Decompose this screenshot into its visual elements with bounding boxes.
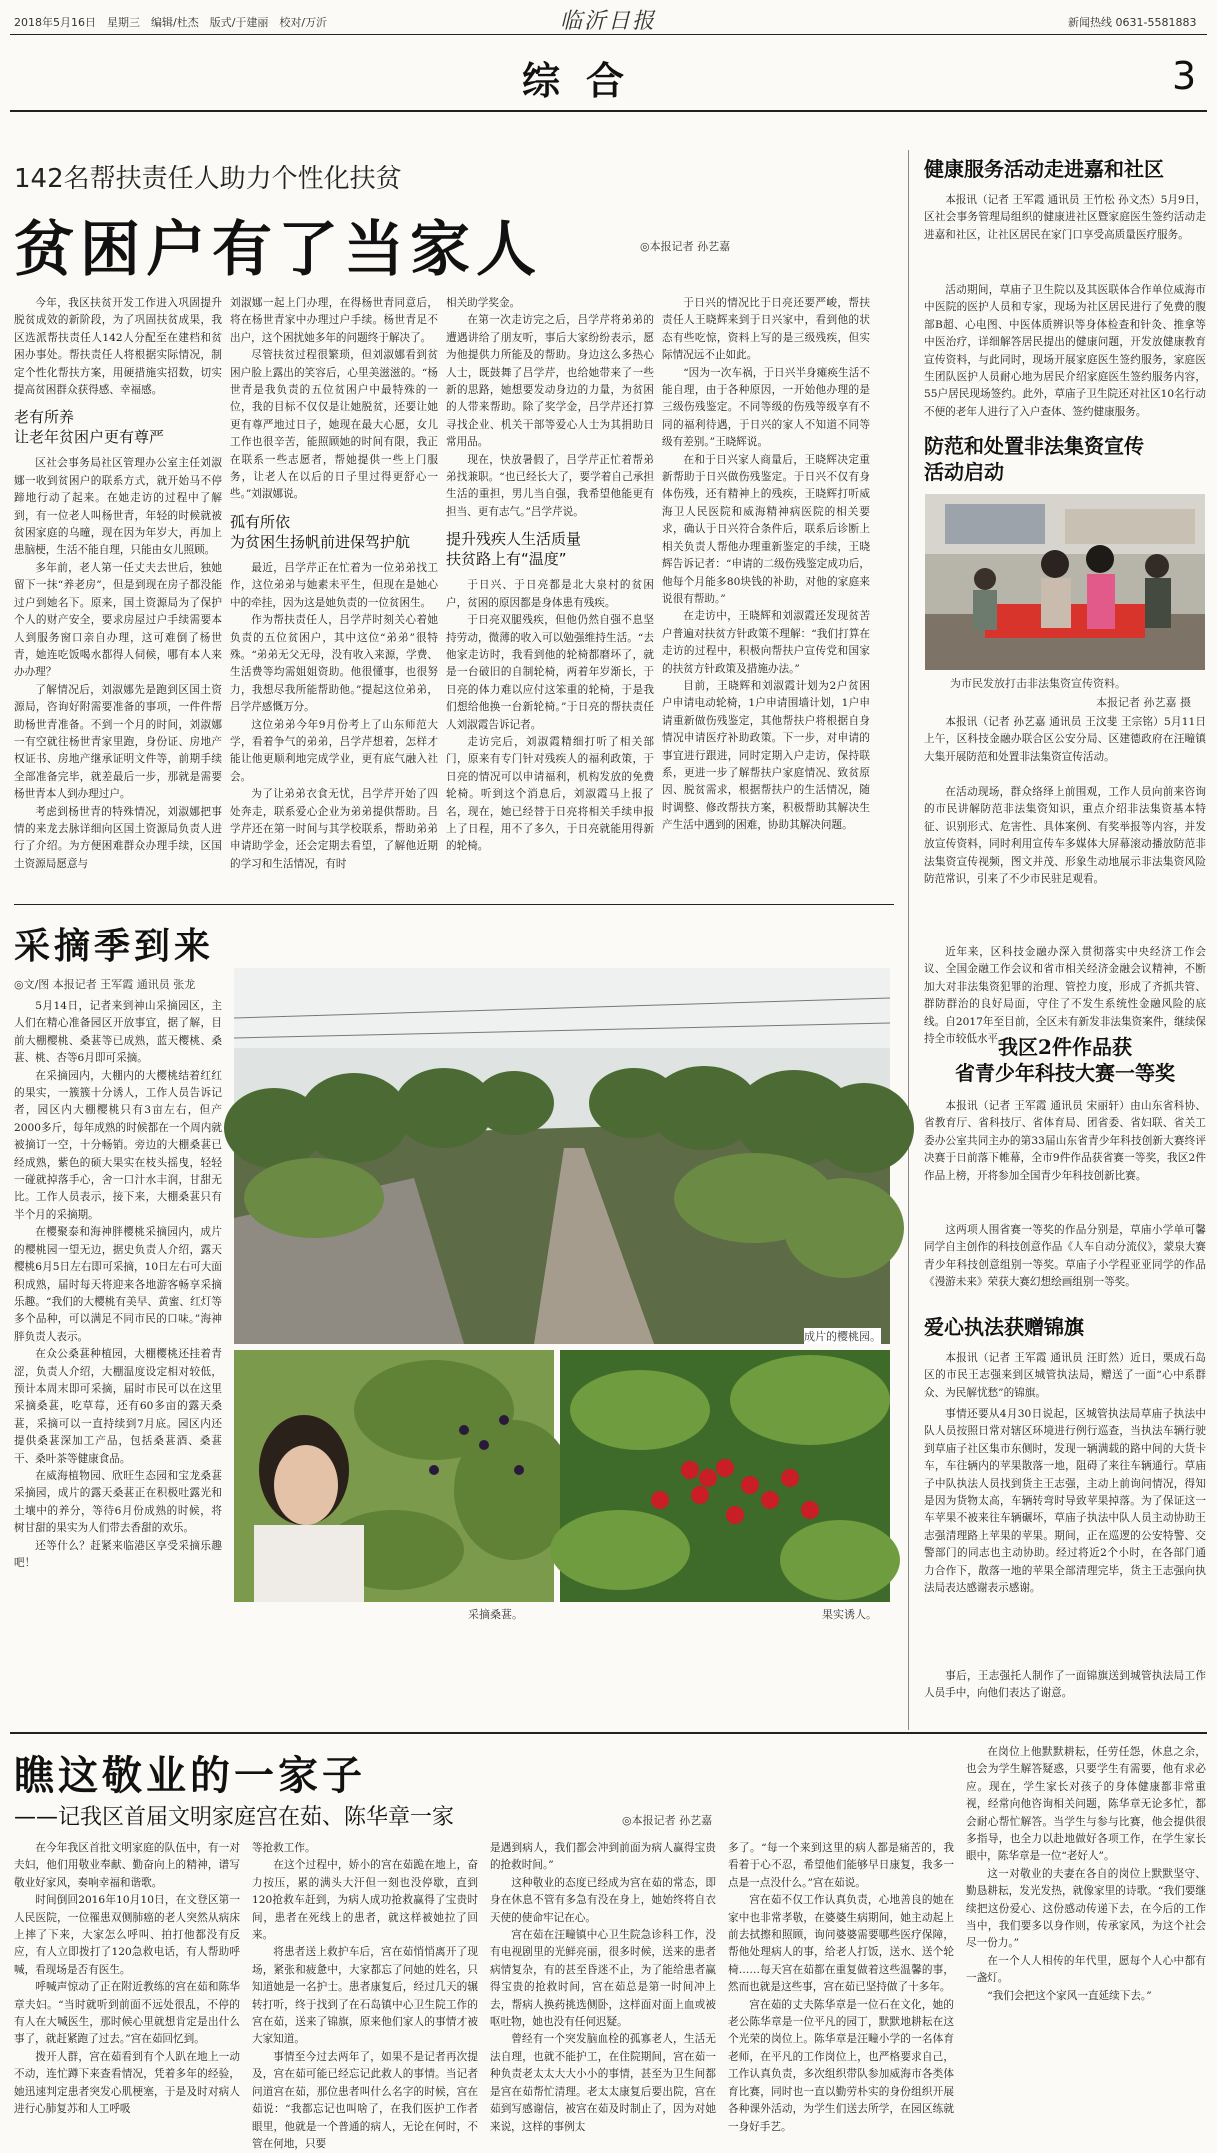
paragraph: 活动期间，草庙子卫生院以及其医联体合作单位威海市中医院的医护人员和专家，现场为社区居民进行了免费的腹部B超、心电图、中医体质辨识等身体检查和针灸、推拿等中医治疗，详细解答居民提出的健康问题，开发放健康教育宣传资料，与此同时，现场开展家庭医生签约服务，家庭医生团队医护人员耐心地为居民介绍家庭医生签约服务内容，55户居民现场签约。此外，草庙子卫生院还对社区10名行动不便的老年人进行了入户查体、签约健康服务。 (924, 284, 1206, 418)
paragraph: 事情至今过去两年了，如果不是记者再次提及，宫在茹可能已经忘记此救人的事情。当记者问道宫在茹，那位患者叫什么名字的时候，宫在茹说：“我都忘记也叫啥了，在我们医护工作者眼里，他就是一个普通的病人，无论在何时，不管在何地，只要 (252, 2050, 478, 2150)
paragraph: 宫在茹在汪疃镇中心卫生院急诊科工作，没有电视剧里的光鲜亮丽，很多时候，送来的患者病情复杂，有的甚至昏迷不止，为了能给患者赢得宝贵的抢救时间，宫在茹总是第一时间冲上去，帮病人换药挑选侧卧，这样面对面上血或被呕吐物，她也没有任何迟疑。 (490, 1929, 716, 2029)
paragraph: 宫在茹不仅工作认真负责，心地善良的她在家中也非常孝敬，在婆婆生病期间，她主动起上前去拭擦和照顾，询问婆婆需要哪些医疗保障，帮他处理病人的事，给老人打饭，送水、送个轮椅……每天宫在茹都在重复做着这些温馨的事，然而也就是这些事，宫在茹已坚持做了十多年。 (728, 1894, 954, 1994)
fraud-campaign-photo (925, 494, 1205, 670)
paragraph: 目前，王晓辉和刘淑霞计划为2户贫困户申请电动轮椅，1户申请围墙计划，1户申请重新做伤残鉴定，其他帮扶户将根据自身情况申请医疗补助政策。下一步，对申请的事宜进行跟进，同时定期入户走访，保持联系，更进一步了解帮扶户家庭情况、致贫原因、脱贫需求，根据帮扶户的生活情况，随时调整、修改帮扶方案，积极帮助其解决生产生活中遇到的困难，协助其解决问题。 (662, 679, 870, 832)
paragraph: 相关助学奖金。 (446, 297, 521, 309)
lead-byline: ◎本报记者 孙艺嘉 (640, 240, 731, 253)
page-number: 3 (1172, 54, 1197, 98)
side-story-fraud (924, 433, 1206, 485)
family-subhead: ——记我区首届文明家庭宫在茹、陈华章一家 (14, 1805, 455, 1830)
paragraph: 多了。“每一个来到这里的病人都是痛苦的，我看着于心不忍，希望他们能够早日康复，我多一点是一点没什么。”宫在茹说。 (728, 1842, 954, 1889)
lead-headline: 贫困户有了当家人 (14, 215, 542, 285)
side-story-science (924, 1034, 1206, 1328)
side-story-banner (924, 1314, 1206, 1706)
side-story-fraud-body (924, 714, 1206, 1084)
orchard-photo (234, 968, 890, 1344)
paragraph: 作为帮扶责任人，吕学芹时刻关心着她负责的五位贫困户，其中这位“弟弟”很特殊。“弟弟无父无母，没有收入来源，学费、生活费等均需姐姐资助。他很懂事，也很努力，我想尽我所能帮助他。”提起这位弟弟，吕学芹感慨万分。 (230, 614, 438, 714)
photo-caption: 成片的樱桃园。 (804, 1330, 881, 1343)
paragraph: 了解情况后，刘淑娜先是跑到区国土资源局，咨询好附需要准备的事项，一件件帮助杨世青准备。不到一个月的时间，刘淑娜一有空就往杨世青家里跑，身份证、房地产权证书、房地产继承证明文件等，前期手续全部准备完毕，就差最后一步，那就是需要杨世青本人到办理过户。 (14, 683, 222, 801)
paragraph: 是遇到病人，我们都会冲到前面为病人赢得宝贵的抢救时间。” (490, 1842, 716, 1872)
paragraph: “我们会把这个家风一直延续下去。” (987, 1989, 1152, 2002)
paragraph: 在第一次走访完之后，吕学芹将弟弟的遭遇讲给了朋友听，事后大家纷纷表示，愿为他提供力所能及的帮助。身边这么多热心人士，既鼓舞了吕学芹，也给她带来了一些新的思路，她想要发动身边的力量，为贫困的人带来帮助。除了奖学金，吕学芹还打算寻找企业、机关干部等爱心人士为其捐助日常用品。 (446, 314, 654, 449)
paragraph: 在和于日兴家人商量后，王晓辉决定重新帮助于日兴做伤残鉴定。于日兴不仅有身体伤残，还有精神上的残疾，王晓辉打听威海卫人民医院和威海精神病医院的相关要求，确认于日兴符合条件后，联系后诊断上相关负责人帮他办理重新鉴定的手续，王晓辉告诉记者：“申请的二级伤残鉴定成功后，他每个月能多80块钱的补助，对他的家庭来说很有帮助。” (662, 453, 870, 605)
lead-column-3 (446, 295, 654, 887)
lead-column-1 (14, 295, 222, 887)
paragraph: 宫在茹的丈夫陈华章是一位石在文化，她的老公陈华章是一位平凡的园丁，默默地耕耘在这个光荣的岗位上。陈华章是汪疃小学的一名体育老师，在平凡的工作岗位上，也严格要求自己，工作认真负责，多次组织带队参加威海市各类体育比赛，同时也一直以勤劳朴实的身份组织开展各种课外活动，为学生们送去所学，在园区练就一身好手艺。 (728, 1998, 954, 2133)
lead-column-4 (662, 295, 870, 887)
paragraph: 在活动现场，群众络绎上前围观，工作人员向前来咨询的市民讲解防范非法集资知识，重点介绍非法集资基本特征、识别形式、危害性、具体案例、有奖举报等内容，并发放宣传资料，同时利用宣传车多媒体大屏幕滚动播放防范非法集资宣传视频，图文并茂、形象生动地展示非法集资风险防范常识，引来了不少市民驻足观看。 (924, 786, 1206, 886)
paragraph: 于日兴、于日亮都是北大泉村的贫困户，贫困的原因都是身体患有残疾。 (446, 579, 654, 609)
paragraph: 曾经有一个突发脑血栓的孤寡老人，生活无法自理，也就不能护工，在住院期间，宫在茹一种负责老太太大大小小的事情，甚至为卫生间都是宫在茹帮忙清理。老太太康复后要出院，宫在茹到写感谢信，被宫在茹及时制止了，因为对她来说，这样的事例太 (490, 2033, 716, 2133)
paragraph: 为了让弟弟衣食无忧，吕学芹开始了四处奔走，联系爱心企业为弟弟提供帮助。吕学芹还在第一时间与其学校联系，帮助弟弟申请助学金，还会定期去看望，了解他近期的学习和生活情况，有时 (230, 788, 438, 870)
paragraph: 本报讯（记者 王军霞 通讯员 宋丽轩）由山东省科协、省教育厅、省科技厅、省体育局、团省委、省妇联、省关工委办公室共同主办的第33届山东省青少年科技创新大赛终评决赛于日前落下帷幕，全市9件作品获省赛一等奖，我区2件作品上榜，开将参加全国青少年科技创新比赛。 (924, 1100, 1206, 1182)
photo-caption: 为市民发放打击非法集资宣传资料。 (950, 677, 1126, 690)
paragraph: 走访完后，刘淑霞精细打听了相关部门，原来有专门针对残疾人的福利政策，于日亮的情况可以申请福利，机构发放的免费轮椅。听到这个消息后，刘淑霞马上报了名，现在，她已经替于日亮将相关手续申报上了日程，用不了多久，于日亮就能用得新的轮椅。 (446, 735, 654, 853)
sub-heading: 老有所养 让老年贫困户更有尊严 (14, 408, 165, 447)
lead-column-2 (230, 295, 438, 887)
paragraph: 还等什么？赶紧来临港区享受采摘乐趣吧！ (14, 1539, 222, 1569)
paragraph: 事后，王志强托人制作了一面锦旗送到城管执法局工作人员手中，向他们表达了谢意。 (924, 1670, 1206, 1700)
picking-mulberry-photo (234, 1350, 554, 1602)
paragraph: 在樱聚泰和海神胖樱桃采摘园内，成片的樱桃园一望无边，据史负责人介绍，露天樱桃6月5日左右即可采摘，10日左右可大面积成熟，届时每天将迎来各地游客畅享采摘乐趣。“我们的大樱桃有美早、黄蜜、红灯等多个品种，可以满足不同市民的口味。”海神胖负责人表示。 (14, 1226, 222, 1343)
paragraph: 这一对敬业的夫妻在各自的岗位上默默坚守、勤恳耕耘，发光发热，就像家里的诗歌。“我们要继续把这份爱心、这份感动传递下去，在今后的工作当中，我们要多以身作则，传承家风，为这个社会尽一份力。” (966, 1867, 1206, 1950)
paragraph: 最近，吕学芹正在忙着为一位弟弟找工作，这位弟弟与她素未平生，但现在是她心中的牵挂，因为这是她负责的一位贫困生。 (230, 561, 438, 609)
paragraph: 在岗位上他默默耕耘，任劳任怨，休息之余，也会为学生解答疑惑，只要学生有需要，他有求必应。现在，学生家长对孩子的身体健康都非常重视，经常向他咨询相关问题，陈华章无论多忙，都会耐心帮忙解答。当学生与参与比赛，他会提供很多指导，也全力以赴地做好各项工作，在学生家长眼中，陈华章是一位“老好人”。 (966, 1746, 1206, 1863)
paragraph: 这两项人围省赛一等奖的作品分别是，草庙小学单可馨同学自主创作的科技创意作品《人车自动分流仪》，蒙泉大赛青少年科技创意组别一等奖。草庙子小学程亚亚同学的作品《漫游未来》荣获大赛幻想绘画组别一等奖。 (924, 1224, 1206, 1289)
date-line: 2018年5月16日 星期三 编辑/杜杰 版式/于建丽 校对/万沂 (14, 16, 328, 29)
family-column-2 (252, 1840, 478, 2150)
paragraph: 事情还要从4月30日说起，区城管执法局草庙子执法中队人员按照日常对辖区环境进行例行巡查，当执法车辆行驶到草庙子社区集市东侧时，发现一辆满载的路中间的大货卡车，车往辆内的苹果散落一地，阻碍了来往车辆通行。草庙子中队执法人员找到货主王志强，主动上前询问情况，得知是因为货物太高，车辆转弯时导致苹果掉落。为了保证这一车苹果不被来往车辆碾坏，草庙子执法中队人员主动协助王志强清理路上苹果的苹果。期间，正在巡逻的公安特警、交警部门的同志也主动协助。经过将近2个小时，在各部门通力合作下，散落一地的苹果全部清理完毕，货主王志强向执法局表达感谢表示感谢。 (924, 1408, 1206, 1595)
paragraph: 等抢救工作。 (252, 1842, 316, 1854)
photo-caption: 采摘桑葚。 (468, 1608, 523, 1621)
cherry-column (14, 998, 222, 1718)
cherries-photo (560, 1350, 890, 1602)
side-headline: 爱心执法获赠锦旗 (924, 1315, 1084, 1339)
paragraph: 这种敬业的态度已经成为宫在茹的常态，即身在休息不管有多急有没在身上，她始终将自衣天使的使命牢记在心。 (490, 1876, 716, 1924)
paragraph: 现在，快放暑假了，吕学芹正忙着帮弟弟找兼职。“也已经长大了，要学着自己承担生活的重担，男儿当自强，我希望他能更有担当、更有志气。”吕学芹说。 (446, 453, 654, 518)
side-headline: 健康服务活动走进嘉和社区 (924, 157, 1164, 181)
picking-mulberry-photo-image (234, 1350, 554, 1602)
paragraph: 多年前，老人第一任丈夫去世后，独她留下一抹“养老房”，但是到现在房子都没能过户到她名下。原来，国土资源局为了保护个人的财产安全，要求房屋过户手续需要本人到服务窗口亲自办理，这可难倒了杨世青，她连吃饭喝水都得人伺候，哪有本人来办办理？ (14, 561, 222, 679)
sub-heading: 提升残疾人生活质量 扶贫路上有“温度” (446, 530, 582, 569)
paragraph: 刘淑娜一起上门办理，在得杨世青同意后，将在杨世青家中办理过户手续。杨世青足不出户，这个困扰她多年的问题终于解决了。 (230, 297, 438, 344)
family-column-4 (728, 1840, 954, 2133)
paragraph: 这位弟弟今年9月份考上了山东师范大学，看着争气的弟弟，吕学芹想着，怎样才能让他更顺利地完成学业，更有底气融入社会。 (230, 718, 438, 783)
paragraph: 今年，我区扶贫开发工作进入巩固提升脱贫成效的新阶段，为了巩固扶贫成果，我区选派帮扶责任人142人分配至在建档和贫困办事处。帮扶责任人将根据实际情况，制定个性化帮扶方案，用硬措施实招数，切实提高贫困群众获得感、幸福感。 (14, 297, 222, 397)
newspaper-logo: 临沂日报 (560, 9, 657, 34)
paragraph: 近年来，区科技金融办深入贯彻落实中央经济工作会议、全国金融工作会议和省市相关经济金融会议精神，不断加大对非法集资犯罪的治理、管控力度，形成了齐抓共管、群防群治的良好局面，守住了不发生系统性金融风险的底线。自2017年至目前，全区未有新发非法集资案件，继续保持全市较低水平。 (924, 946, 1206, 1046)
side-headline: 我区2件作品获 省青少年科技大赛一等奖 (955, 1035, 1175, 1085)
fraud-campaign-photo-image (925, 494, 1205, 670)
paragraph: 在走访中，王晓辉和刘淑霞还发现贫苦户普遍对扶贫方针政策不理解：“我们打算在走访的过程中，积极向帮扶户宣传党和国家的扶贫方针政策及措施办法。” (662, 610, 870, 675)
paragraph: 本报讯（记者 孙艺嘉 通讯员 王汶斐 王宗铭）5月11日上午，区科技金融办联合区公安分局、区建德政府在汪疃镇大集开展防范和处置非法集资宣传活动。 (924, 716, 1206, 763)
cherry-headline: 采摘季到来 (14, 925, 215, 967)
paragraph: 区社会事务局社区管理办公室主任刘淑娜一收到贫困户的联系方式，就开始马不停蹄地行动了起来。在她走访的过程中了解到，有一位老人叫杨世青，年轻的时候就被贫困家庭的乌曈，现在因为年岁大，再加上患脑梗，生活不能自理，只能由女儿照顾。 (14, 457, 222, 557)
photo-caption: 果实诱人。 (822, 1608, 877, 1621)
paragraph: 呼喊声惊动了正在附近教练的宫在茹和陈华章夫妇。“当时就听到前面不远处很乱，不停的有人在大喊医生，那时候心里就想肯定是出什么事了，就赶紧跑了过去。”宫在茹回忆到。 (14, 1981, 240, 2046)
family-headline: 瞧这敬业的一家子 (14, 1752, 366, 1799)
family-byline: ◎本报记者 孙艺嘉 (622, 1814, 713, 1827)
paragraph: 尽管扶贫过程很繁琐，但刘淑娜看到贫困户脸上露出的笑容后，心里美滋滋的。“杨世青是我负责的五位贫困户中最特殊的一位，我的目标不仅仅是让她脱贫，还要让她更有尊严地过日子，她现在最大心愿，女儿工作也很辛苦，能照顾她的时间有限，我正在联系一些志愿者，帮她提供一些上门服务，让老人在以后的日子里过得更舒心一些。”刘淑娜说。 (230, 349, 438, 501)
paragraph: 5月14日，记者来到神山采摘园区，主人们在精心准备园区开放事宜，据了解，目前大棚樱桃、桑葚等已成熟，蓝天樱桃、桑葚、桃、杏等6月即可采摘。 (14, 1000, 222, 1065)
paragraph: 在一个人人相传的年代里，愿每个人心中都有一盏灯。 (966, 1954, 1206, 1985)
lead-kicker: 142名帮扶责任人助力个性化扶贫 (14, 164, 402, 194)
paragraph: 将患者送上救护车后，宫在茹悄悄离开了现场，紧张和疲惫中，大家都忘了问她的姓名，只知道她是一名护士。患者康复后，经过几天的辗转打听，终于找到了在石岛镇中心卫生院工作的宫在茹，送来了锦旗，原来他们家人的事情才被大家知道。 (252, 1946, 478, 2046)
paragraph: 于日亮双腿残疾，但他仍然自强不息坚持劳动，微薄的收入可以勉强维持生活。“去他家走访时，我看到他的轮椅都磨坏了，就是一台破旧的自制轮椅，两着年岁渐长，于日亮的体力难以应付这笨重的轮椅，于是我们想给他换一台新轮椅。”于日亮的帮扶责任人刘淑霞告诉记者。 (446, 614, 654, 731)
cherry-byline: ◎文/图 本报记者 王军霞 通讯员 张龙 (14, 978, 196, 991)
cherries-photo-image (560, 1350, 890, 1602)
paragraph: 在众公桑葚种植园，大棚樱桃还挂着青涩，负责人介绍，大棚温度设定相对较低，预计本周末即可采摘，届时市民可以在这里采摘桑葚，吃草莓，还有60多亩的露天桑葚，采摘可以一直持续到7月底。园区内还提供桑葚深加工产品，包括桑葚酒、桑葚干、桑叶茶等健康食品。 (14, 1348, 222, 1465)
section-title: 综合 (522, 58, 651, 103)
paragraph: 时间倒回2016年10月10日，在文登区第一人民医院，一位罹患双侧肺癌的老人突然从病床上摔了下来，大家怎么呼叫、拍打他都没有反应，有人立即拨打了120急救电话，有人帮助呼喊，看现场是否有医生。 (14, 1894, 240, 1976)
family-column-5 (966, 1744, 1206, 2050)
paragraph: 于日兴的情况比于日亮还要严峻，帮扶责任人王晓辉来到于日兴家中，看到他的状态有些吃惊，资料上写的是三级残疾，但实际情况远不止如此。 (662, 297, 870, 362)
family-column-1 (14, 1840, 240, 2116)
hotline: 新闻热线 0631-5581883 (1068, 16, 1197, 29)
paragraph: 考虑到杨世青的特殊情况，刘淑娜把事情的来龙去脉详细向区国土资源局负责人进行了介绍。为方便困难群众办理手续，区国土资源局愿意与 (14, 805, 222, 870)
side-headline: 防范和处置非法集资宣传 活动启动 (924, 434, 1144, 484)
orchard-photo-image (234, 968, 890, 1344)
paragraph: 在威海植物园、欣旺生态园和宝龙桑葚采摘园，成片的露天桑葚正在积极吐露光和土壤中的养分，等待6月份成熟的时候，将树甘甜的果实为人们带去香甜的欢乐。 (14, 1469, 222, 1535)
sub-heading: 孤有所依 为贫困生扬帆前进保驾护航 (230, 512, 411, 551)
family-column-3 (490, 1840, 716, 2133)
paragraph: “因为一次车祸，于日兴半身瘫痪生活不能自理，由于各种原因，一开始他办理的是三级伤残鉴定。不同等级的伤残等级享有不同的福利待遇，于日兴的家人不知道不同等级有差别。”王晓辉说。 (662, 366, 870, 449)
paragraph: 本报讯（记者 王军霞 通讯员 王竹松 孙文杰）5月9日，区社会事务管理局组织的健康进社区暨家庭医生签约活动走进嘉和社区，让社区居民在家门口享受高质量医疗服务。 (924, 194, 1206, 241)
paragraph: 在这个过程中，娇小的宫在茹跪在地上，奋力按压，累的满头大汗但一刻也没停歇，直到120抢救车赶到，为病人成功抢救赢得了宝贵时间，患者在死线上的患者，就这样被她拉了回来。 (252, 1859, 478, 1942)
paragraph: 在采摘园内，大棚内的大樱桃结着红红的果实，一簇簇十分诱人，工作人员告诉记者，园区内大棚樱桃只有3亩左右，但产2000多斤，每年成熟的时候都在一个周内就被摘订一空，十分畅销。旁边的大棚桑葚已经成熟，紫色的硕大果实在枝头摇曳，轻轻一碰就掉落手心，舍一口汁水丰润，甘甜无比。工作人员表示，接下来，大棚桑葚只有半个月的采摘期。 (14, 1069, 222, 1221)
paragraph: 本报讯（记者 王军霞 通讯员 汪盯然）近日，栗成石岛区的市民王志强来到区城管执法局，赠送了一面“心中系群众、为民解忧愁”的锦旗。 (924, 1352, 1206, 1399)
paragraph: 在今年我区首批文明家庭的队伍中，有一对夫妇，他们用敬业奉献、勤奋向上的精神，谱写敬业好家风，奏响幸福和谐歌。 (14, 1842, 240, 1889)
photo-credit: 本报记者 孙艺嘉 摄 (1096, 696, 1191, 709)
paragraph: 拨开人群，宫在茹看到有个人趴在地上一动不动，连忙蹲下来查看情况，凭着多年的经验，她迅速判定患者突发心肌梗塞，于是及时对病人进行心肺复苏和人工呼吸 (14, 2050, 240, 2116)
